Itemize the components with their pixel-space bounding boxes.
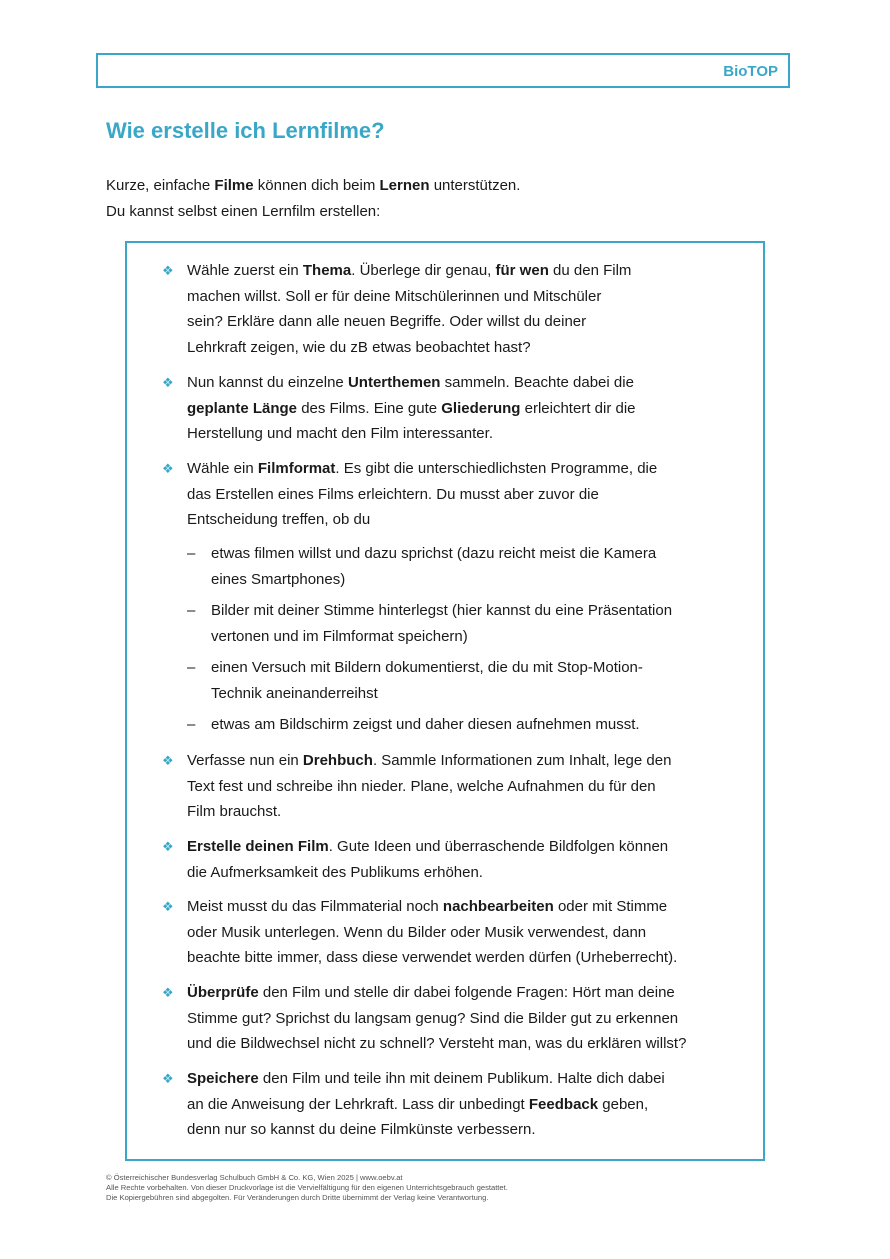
sub-list-item <box>211 598 741 649</box>
bullet-icon: ❖ <box>162 1071 174 1086</box>
text-run: des Films. Eine gute <box>297 399 442 417</box>
item-line <box>187 945 747 971</box>
text-run: den Film und stelle dir dabei folgende Fragen: Hört man deine <box>258 984 675 1001</box>
list-item <box>187 834 747 885</box>
bullet-icon: ❖ <box>162 899 174 914</box>
bold-text: Speichere <box>187 1070 259 1087</box>
item-line <box>187 258 747 284</box>
text-run: machen willst. Soll er für deine Mitschülerinnen und Mitschüler <box>187 287 602 305</box>
text-run: sein? Erkläre dann alle neuen Begriffe. Oder willst du deiner <box>187 313 587 330</box>
text-run: oder mit Stimme <box>553 898 668 915</box>
item-line <box>187 860 747 886</box>
item-line <box>187 1117 747 1143</box>
item-line <box>187 774 747 800</box>
footer-line: © Österreichischer Bundesverlag Schulbuch GmbH & Co. KG, Wien 2025 | www.oebv.at <box>106 1173 403 1182</box>
text-run: Stimme gut? Sprichst du langsam genug? Sind die Bilder gut zu erkennen <box>187 1009 679 1027</box>
item-line <box>187 1066 747 1092</box>
bold-text: Feedback <box>528 1095 599 1113</box>
item-line <box>187 396 747 422</box>
item-line <box>187 1031 747 1057</box>
intro-text <box>106 173 786 225</box>
bold-text: geplante Länge <box>187 399 298 417</box>
text-run: du den Film <box>548 262 632 279</box>
intro-line-2: Du kannst selbst einen Lernfilm erstellen: <box>106 203 381 220</box>
item-line <box>187 834 747 860</box>
text-run: . Sammle Informationen zum Inhalt, lege den <box>372 752 672 769</box>
sub-item-line: eines Smartphones) <box>211 570 346 588</box>
text-run: . Es gibt die unterschiedlichsten Programme, die <box>335 460 658 477</box>
text-run: geben, <box>598 1095 649 1113</box>
item-line <box>187 748 747 774</box>
page-title: Wie erstelle ich Lernfilme? <box>106 118 385 143</box>
item-line <box>187 894 747 920</box>
text-run: Text fest und schreibe ihn nieder. Plane, welche Aufnahmen du für den <box>187 777 656 795</box>
text-run: Kurze, einfache <box>106 177 215 194</box>
item-line <box>187 335 747 361</box>
bullet-icon: ❖ <box>162 753 174 768</box>
dash-icon: – <box>187 659 196 676</box>
text-run: denn nur so kannst du deine Filmkünste verbessern. <box>187 1121 536 1138</box>
sub-item-line: Bilder mit deiner Stimme hinterlegst (hier kannst du eine Präsentation <box>211 602 673 619</box>
item-line <box>187 456 747 482</box>
sub-list-item <box>211 541 741 592</box>
text-run: Nun kannst du einzelne <box>187 374 348 391</box>
list-item <box>187 1066 747 1143</box>
text-run: das Erstellen eines Films erleichtern. Du musst aber zuvor die <box>187 485 599 503</box>
bold-text: Filmformat <box>257 460 336 477</box>
text-run: den Film und teile ihn mit deinem Publikum. Halte dich dabei <box>258 1070 665 1087</box>
text-run: . Überlege dir genau, <box>351 262 496 279</box>
item-line <box>187 309 747 335</box>
list-item <box>187 258 747 360</box>
text-run: Wähle zuerst ein <box>187 262 303 279</box>
sub-item-line: einen Versuch mit Bildern dokumentierst, die du mit Stop-Motion- <box>211 659 643 676</box>
bold-text: Thema <box>302 262 352 279</box>
text-run: . Gute Ideen und überraschende Bildfolgen können <box>328 838 669 855</box>
bullet-icon: ❖ <box>162 839 174 854</box>
item-line <box>187 799 747 825</box>
item-line <box>187 370 747 396</box>
text-run: Entscheidung treffen, ob du <box>187 511 371 528</box>
sub-item-line: Technik aneinanderreihst <box>211 684 378 702</box>
text-run: Verfasse nun ein <box>187 752 303 769</box>
sub-list-item <box>211 712 741 738</box>
text-run: sammeln. Beachte dabei die <box>440 374 634 391</box>
bullet-icon: ❖ <box>162 985 174 1000</box>
bold-text: nachbearbeiten <box>442 898 554 915</box>
item-line <box>187 482 747 508</box>
sub-item-line: vertonen und im Filmformat speichern) <box>211 627 468 645</box>
text-run: Herstellung und macht den Film interessanter. <box>187 425 493 442</box>
text-run: oder Musik unterlegen. Wenn du Bilder oder Musik verwendest, dann <box>187 923 647 941</box>
item-line <box>187 421 747 447</box>
item-line <box>187 284 747 310</box>
bold-text: Drehbuch <box>302 752 373 769</box>
item-line <box>187 1006 747 1032</box>
sub-list-item <box>211 655 741 706</box>
bullet-icon: ❖ <box>162 375 174 390</box>
item-line <box>187 920 747 946</box>
sub-item-line: etwas am Bildschirm zeigst und daher diesen aufnehmen musst. <box>211 716 640 733</box>
header-box <box>96 53 790 88</box>
text-run: können dich beim <box>253 177 380 194</box>
text-run: Meist musst du das Filmmaterial noch <box>187 898 443 915</box>
brand-label: BioTOP <box>723 63 778 80</box>
item-line <box>187 507 747 533</box>
dash-icon: – <box>187 716 196 733</box>
footer-line: Die Kopiergebühren sind abgegolten. Für Veränderungen durch Dritte übernimmt der Verlag keine Verantwortung. <box>106 1193 489 1202</box>
bold-text: Überprüfe <box>187 984 259 1001</box>
item-line <box>187 980 747 1006</box>
text-run: die Aufmerksamkeit des Publikums erhöhen. <box>187 863 483 881</box>
list-item <box>187 370 747 447</box>
text-run: Wähle ein <box>187 460 258 477</box>
list-item <box>187 894 747 971</box>
list-item <box>187 980 747 1057</box>
dash-icon: – <box>187 602 196 619</box>
text-run: Lehrkraft zeigen, wie du zB etwas beobachtet hast? <box>187 338 531 356</box>
text-run: unterstützen. <box>429 177 521 194</box>
text-run: an die Anweisung der Lehrkraft. Lass dir unbedingt <box>187 1095 529 1113</box>
text-run: Film brauchst. <box>187 803 282 820</box>
intro-line-1 <box>106 173 786 199</box>
text-run: beachte bitte immer, dass diese verwendet werden dürfen (Urheberrecht). <box>187 949 678 966</box>
bold-text: Gliederung <box>441 399 521 417</box>
text-run: erleichtert dir die <box>520 399 636 417</box>
bold-text: Lernen <box>379 177 430 194</box>
bullet-icon: ❖ <box>162 263 174 278</box>
bold-text: Filme <box>214 177 254 194</box>
bold-text: für wen <box>495 262 549 279</box>
dash-icon: – <box>187 545 196 562</box>
bold-text: Erstelle deinen Film <box>187 838 329 855</box>
sub-item-line: etwas filmen willst und dazu sprichst (dazu reicht meist die Kamera <box>211 545 657 562</box>
item-line <box>187 1092 747 1118</box>
bold-text: Unterthemen <box>347 374 441 391</box>
bullet-icon: ❖ <box>162 461 174 476</box>
list-item <box>187 456 747 533</box>
text-run: und die Bildwechsel nicht zu schnell? Versteht man, was du erklären willst? <box>187 1035 687 1052</box>
list-item <box>187 748 747 825</box>
footer-copyright <box>106 1173 806 1203</box>
footer-line: Alle Rechte vorbehalten. Von dieser Druckvorlage ist die Vervielfältigung für den eigenen Unterrichtsgebrauch gestattet. <box>106 1183 508 1192</box>
